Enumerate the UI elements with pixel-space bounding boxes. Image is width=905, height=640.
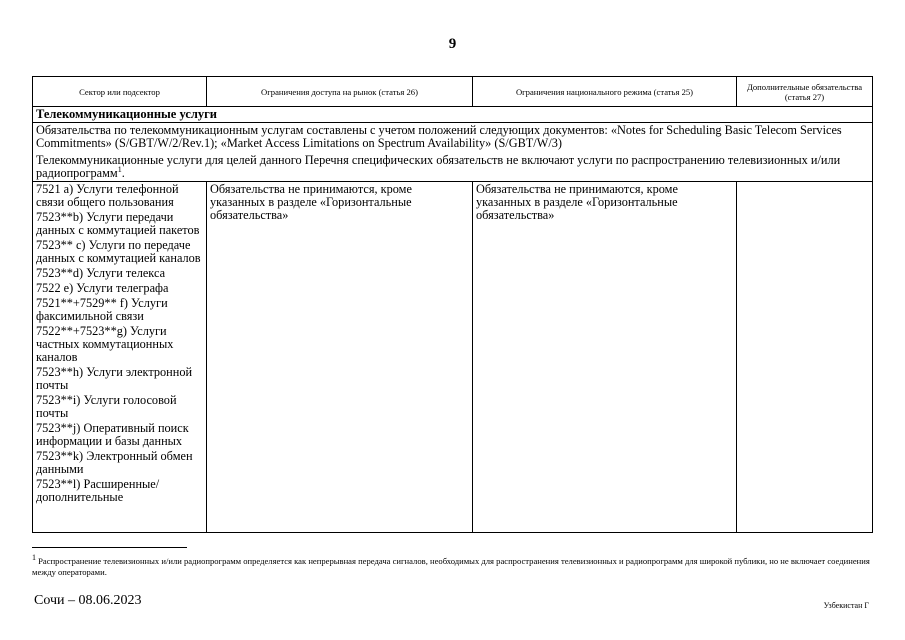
- note-scope-end: .: [121, 166, 125, 180]
- sector-item: 7523**j) Оперативный поиск информации и базы данных: [36, 421, 189, 448]
- footnote: [32, 553, 872, 578]
- header-market-access: Ограничения доступа на рынок (статья 26): [207, 77, 473, 107]
- sector-item: 7521 a) Услуги телефонной связи общего пользования: [36, 182, 179, 209]
- sector-item: 7522 e) Услуги телеграфа: [36, 281, 169, 295]
- section-row: [33, 107, 873, 123]
- sector-item: 7523**h) Услуги электронной почты: [36, 365, 193, 392]
- page-number: 9: [448, 36, 457, 52]
- note-row: [33, 123, 873, 182]
- footnote-ref[interactable]: 1: [117, 164, 122, 174]
- note-scope: [36, 154, 869, 180]
- sector-item: 7523**k) Электронный обмен данными: [36, 449, 193, 476]
- market-access-cell: Обязательства не принимаются, кроме указанных в разделе «Горизонтальные обязательства»: [207, 182, 473, 533]
- sector-item: 7522**+7523**g) Услуги частных коммутационных каналов: [36, 324, 174, 364]
- schedule-table: [32, 76, 873, 533]
- table-row: [33, 182, 873, 533]
- note-cell: [33, 123, 873, 182]
- sector-item: 7523**i) Услуги голосовой почты: [36, 393, 177, 420]
- sector-item: 7523** c) Услуги по передаче данных с коммутацией каналов: [36, 238, 201, 265]
- header-sector: Сектор или подсектор: [33, 77, 207, 107]
- sector-item: 7523**d) Услуги телекса: [36, 266, 166, 280]
- sector-item: 7523**b) Услуги передачи данных с коммутацией пакетов: [36, 210, 200, 237]
- header-national-treatment: Ограничения национального режима (статья 25): [473, 77, 737, 107]
- sector-item: 7521**+7529** f) Услуги факсимильной связи: [36, 296, 168, 323]
- header-additional-commitments: Дополнительные обязательства (статья 27): [737, 77, 873, 107]
- national-treatment-cell: Обязательства не принимаются, кроме указанных в разделе «Горизонтальные обязательства»: [473, 182, 737, 533]
- section-title: Телекоммуникационные услуги: [33, 107, 873, 123]
- footnote-text: Распространение телевизионных и/или радиопрограмм определяется как непрерывная передача сигналов, необходимых для распространения телевизионных и радиопрограмм для широкой публики, но не включает соединения между операторами.: [32, 556, 870, 577]
- footer-country: Узбекистан Г: [823, 601, 869, 610]
- sector-item: 7523**l) Расширенные/ дополнительные: [36, 477, 160, 504]
- footnote-number: 1: [32, 553, 36, 563]
- note-scope-text: Телекоммуникационные услуги для целей данного Перечня специфических обязательств не включают услуги по распространению телевизионных и/или радиопрограмм: [36, 153, 841, 180]
- note-scheduling: Обязательства по телекоммуникационным услугам составлены с учетом положений следующих документов: «Notes for Scheduling Basic Telecom Services Commitments» (S/GBT/W/2/Rev.1); «Market Access Limitations on Spectrum Availability» (S/GBT/W/3): [36, 123, 842, 150]
- table-header-row: [33, 77, 873, 107]
- footer-date: Сочи – 08.06.2023: [34, 593, 142, 608]
- footnote-divider: [32, 547, 187, 548]
- sector-cell: [33, 182, 207, 533]
- additional-commitments-cell: [737, 182, 873, 533]
